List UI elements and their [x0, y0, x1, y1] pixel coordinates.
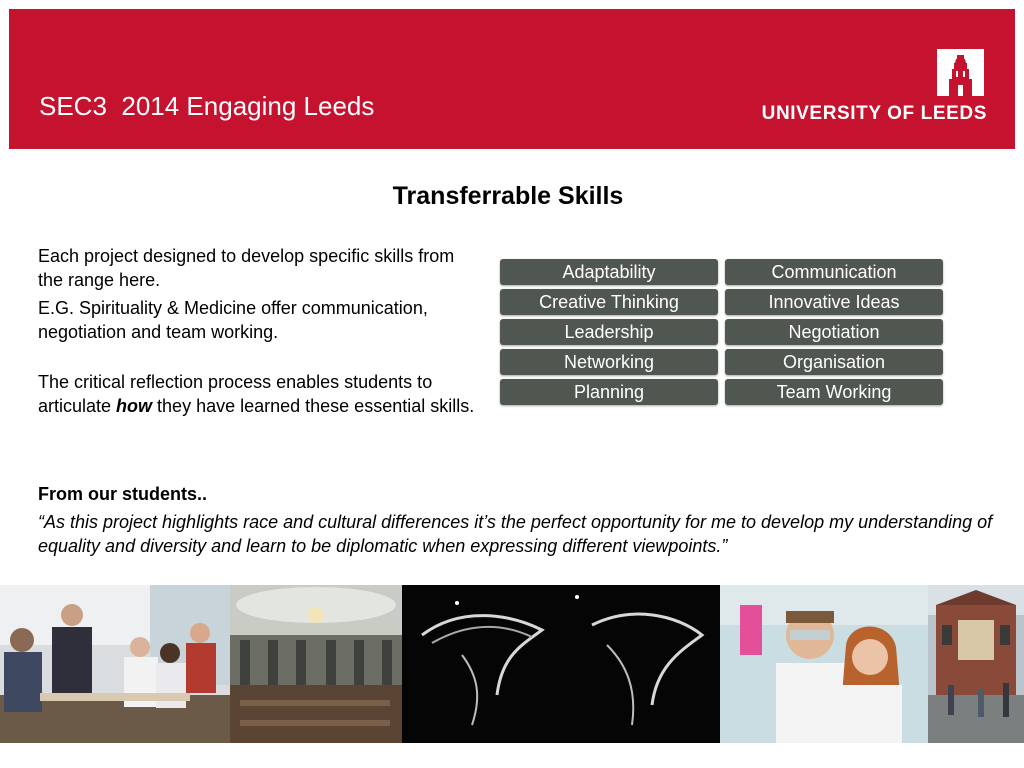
skill-networking: Networking — [500, 349, 718, 375]
emphasis-how: how — [116, 396, 153, 416]
skill-creative-thinking: Creative Thinking — [500, 289, 718, 315]
skill-planning: Planning — [500, 379, 718, 405]
body-paragraph-3-start: The critical reflection process enables students to articulate — [38, 372, 433, 416]
skill-organisation: Organisation — [725, 349, 943, 375]
body-paragraph-3 — [38, 370, 478, 418]
student-quote — [38, 482, 1008, 558]
photo-university-building — [928, 585, 1024, 743]
quote-text: “As this project highlights race and cultural differences it’s the perfect opportunity for me to develop my understanding of equality and diversity and learn to be diplomatic when expressing different viewpoints.” — [38, 512, 993, 556]
skill-innovative-ideas: Innovative Ideas — [725, 289, 943, 315]
header-banner — [9, 9, 1015, 149]
body-text — [38, 244, 478, 422]
skills-grid — [500, 259, 943, 405]
skill-negotiation: Negotiation — [725, 319, 943, 345]
photo-strip — [0, 585, 1024, 743]
university-logo-text: UNIVERSITY OF LEEDS — [761, 103, 987, 124]
skill-adaptability: Adaptability — [500, 259, 718, 285]
photo-classroom — [0, 585, 230, 743]
quote-heading: From our students.. — [38, 484, 208, 504]
photo-library — [230, 585, 402, 743]
body-paragraph-2: E.G. Spirituality & Medicine offer communication, negotiation and team working. — [38, 298, 428, 342]
parkinson-tower-icon — [937, 49, 984, 96]
body-paragraph-1: Each project designed to develop specific skills from the range here. — [38, 246, 455, 290]
photo-lab-students — [720, 585, 928, 743]
skill-communication: Communication — [725, 259, 943, 285]
photo-light-sculpture — [402, 585, 720, 743]
body-paragraph-3-end: they have learned these essential skills. — [152, 396, 475, 416]
skill-leadership: Leadership — [500, 319, 718, 345]
skill-team-working: Team Working — [725, 379, 943, 405]
header-title: SEC3 2014 Engaging Leeds — [39, 91, 375, 121]
slide-title: Transferrable Skills — [392, 182, 624, 210]
